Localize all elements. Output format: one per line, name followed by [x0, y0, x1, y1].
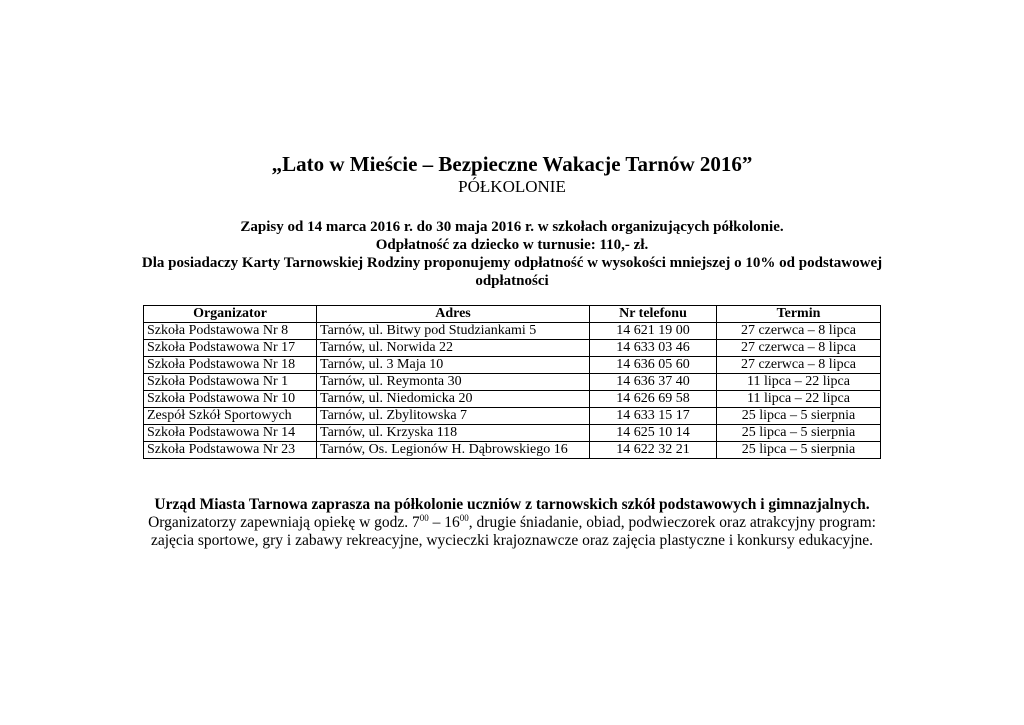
header-term: Termin [717, 306, 881, 323]
table-row [144, 374, 881, 391]
invitation-text: Urząd Miasta Tarnowa zaprasza na półkolonie uczniów z tarnowskich szkół podstawowych i gimnazjalnych. [154, 496, 870, 513]
cell-address: Tarnów, ul. Krzyska 118 [317, 425, 590, 442]
cell-address: Tarnów, ul. Bitwy pod Studziankami 5 [317, 323, 590, 340]
activities-text: zajęcia sportowe, gry i zabawy rekreacyjne, wycieczki krajoznawcze oraz zajęcia plastyczne i konkursy edukacyjne. [150, 532, 874, 549]
cell-term: 25 lipca – 5 sierpnia [717, 425, 881, 442]
cell-address: Tarnów, ul. 3 Maja 10 [317, 357, 590, 374]
cell-organizer: Szkoła Podstawowa Nr 8 [144, 323, 317, 340]
cell-phone: 14 625 10 14 [590, 425, 717, 442]
cell-term: 11 lipca – 22 lipca [717, 374, 881, 391]
cell-organizer: Szkoła Podstawowa Nr 1 [144, 374, 317, 391]
page-subtitle: PÓŁKOLONIE [458, 177, 566, 196]
cell-organizer: Zespół Szkół Sportowych [144, 408, 317, 425]
table-row [144, 442, 881, 459]
cell-organizer: Szkoła Podstawowa Nr 10 [144, 391, 317, 408]
cell-organizer: Szkoła Podstawowa Nr 23 [144, 442, 317, 459]
table-row [144, 391, 881, 408]
cell-term: 25 lipca – 5 sierpnia [717, 408, 881, 425]
discount-info: Dla posiadaczy Karty Tarnowskiej Rodziny proponujemy odpłatność w wysokości mniejszej o 10% od podstawowej odpłatności [141, 255, 883, 289]
start-hour: 7 [412, 514, 420, 531]
cell-phone: 14 621 19 00 [590, 323, 717, 340]
start-minutes: 00 [419, 512, 429, 523]
table-row [144, 357, 881, 374]
end-minutes: 00 [459, 512, 469, 523]
care-hours-text [90, 514, 934, 532]
cell-phone: 14 636 37 40 [590, 374, 717, 391]
fee-info: Odpłatność za dziecko w turnusie: 110,- zł. [375, 237, 649, 253]
cell-organizer: Szkoła Podstawowa Nr 14 [144, 425, 317, 442]
schedule-table [143, 305, 881, 459]
cell-term: 27 czerwca – 8 lipca [717, 340, 881, 357]
cell-address: Tarnów, Os. Legionów H. Dąbrowskiego 16 [317, 442, 590, 459]
cell-address: Tarnów, ul. Zbylitowska 7 [317, 408, 590, 425]
cell-phone: 14 633 15 17 [590, 408, 717, 425]
cell-term: 27 czerwca – 8 lipca [717, 357, 881, 374]
end-hour: 16 [444, 514, 460, 531]
cell-address: Tarnów, ul. Reymonta 30 [317, 374, 590, 391]
time-dash: – [428, 514, 445, 531]
registration-dates: Zapisy od 14 marca 2016 r. do 30 maja 2016 r. w szkołach organizujących półkolonie. [240, 219, 784, 235]
cell-phone: 14 622 32 21 [590, 442, 717, 459]
footer-info [90, 496, 934, 550]
cell-phone: 14 626 69 58 [590, 391, 717, 408]
table-header-row [144, 306, 881, 323]
table-row [144, 408, 881, 425]
cell-term: 25 lipca – 5 sierpnia [717, 442, 881, 459]
cell-organizer: Szkoła Podstawowa Nr 17 [144, 340, 317, 357]
registration-info [110, 218, 914, 290]
table-body [144, 323, 881, 459]
header-address: Adres [317, 306, 590, 323]
cell-phone: 14 633 03 46 [590, 340, 717, 357]
table-row [144, 340, 881, 357]
cell-phone: 14 636 05 60 [590, 357, 717, 374]
table-row [144, 323, 881, 340]
table-row [144, 425, 881, 442]
care-suffix: , drugie śniadanie, obiad, podwieczorek oraz atrakcyjny program: [468, 514, 876, 531]
cell-address: Tarnów, ul. Norwida 22 [317, 340, 590, 357]
cell-address: Tarnów, ul. Niedomicka 20 [317, 391, 590, 408]
cell-term: 27 czerwca – 8 lipca [717, 323, 881, 340]
cell-term: 11 lipca – 22 lipca [717, 391, 881, 408]
page-title: „Lato w Mieście – Bezpieczne Wakacje Tarnów 2016” [271, 152, 753, 176]
header-phone: Nr telefonu [590, 306, 717, 323]
header-organizer: Organizator [144, 306, 317, 323]
cell-organizer: Szkoła Podstawowa Nr 18 [144, 357, 317, 374]
care-prefix: Organizatorzy zapewniają opiekę w godz. [148, 514, 413, 531]
